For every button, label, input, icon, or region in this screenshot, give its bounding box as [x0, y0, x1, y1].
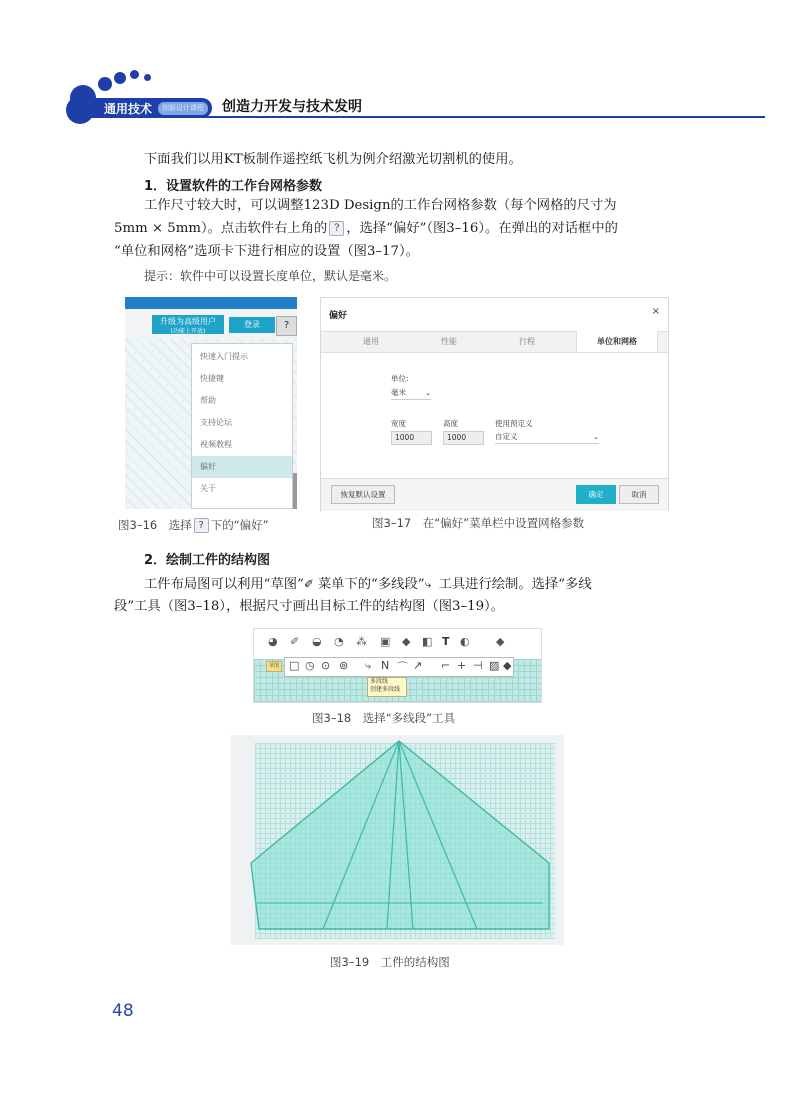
- header-rule: [110, 116, 765, 118]
- measure-icon[interactable]: ◧: [422, 635, 433, 648]
- chevron-down-icon: ⌄: [425, 389, 431, 397]
- section1-para-line2-b: ，选择“偏好”（图3–16）。在弹出的对话框中的: [346, 221, 618, 236]
- polyline-tooltip: [367, 677, 407, 697]
- section1-para-line2-a: 5mm × 5mm）。点击软件右上角的: [114, 221, 328, 236]
- figure-3-18: [253, 628, 542, 703]
- fig16-caption: [118, 517, 269, 533]
- tooltip-line1: 多段线: [370, 678, 389, 685]
- intro-paragraph: 下面我们以用KT板制作遥控纸飞机为例介绍激光切割机的使用。: [144, 152, 522, 167]
- window-titlebar: [125, 297, 297, 309]
- reset-defaults-button[interactable]: 恢复默认设置: [331, 485, 395, 504]
- header-dot-small-4: [144, 74, 151, 81]
- fig18-caption: 图3–18 选择“多线段”工具: [312, 711, 456, 725]
- tab-units-grid[interactable]: 单位和网格: [576, 331, 658, 352]
- preset-select-value: 自定义: [495, 432, 518, 441]
- view-cube-strip: [293, 473, 297, 509]
- arc-icon[interactable]: ⌒: [397, 661, 408, 674]
- width-field[interactable]: 1000: [391, 431, 432, 445]
- section2-para-line1-a: 工件布局图可以利用“草图”: [144, 577, 304, 592]
- menu-item-quickstart[interactable]: 快速入门提示: [200, 352, 248, 361]
- arc3pt-icon[interactable]: ↗: [413, 659, 423, 672]
- ok-button[interactable]: 确定: [576, 485, 616, 504]
- snap-icon[interactable]: ◐: [460, 635, 470, 648]
- rectangle-icon[interactable]: □: [289, 659, 300, 672]
- section2-para-line2: 段”工具（图3–18），根据尺寸画出目标工件的结构图（图3–19）。: [114, 599, 504, 614]
- primitives-icon[interactable]: ◕: [268, 635, 278, 648]
- preset-select[interactable]: [495, 431, 599, 444]
- upgrade-button[interactable]: [152, 315, 224, 334]
- help-icon: ?: [329, 221, 344, 236]
- section2-para-line1-c: 工具进行绘制。选择“多线: [438, 577, 592, 592]
- dialog-tabs: [321, 331, 668, 353]
- cancel-button[interactable]: 取消: [619, 485, 659, 504]
- tab-general[interactable]: 通用: [363, 337, 379, 346]
- height-field[interactable]: 1000: [443, 431, 484, 445]
- workpiece-outline: [251, 741, 549, 929]
- material-icon[interactable]: ◆: [496, 635, 505, 648]
- sketch-menu-icon[interactable]: ✐: [290, 635, 300, 648]
- section2-heading: 2．绘制工件的结构图: [144, 553, 271, 568]
- sketch-icon: ✐: [303, 577, 314, 591]
- menu-item-video[interactable]: 视频教程: [200, 440, 232, 449]
- chevron-down-icon: ⌄: [593, 433, 599, 441]
- fig16-caption-b: 下的“偏好”: [210, 518, 269, 532]
- page-number: 48: [112, 1001, 134, 1021]
- pattern-icon[interactable]: ⁂: [356, 635, 367, 648]
- unit-select-value: 毫米: [391, 388, 406, 397]
- help-menu: [191, 343, 293, 509]
- menu-item-forum[interactable]: 支持论坛: [200, 418, 232, 427]
- menu-item-about[interactable]: 关于: [200, 484, 216, 493]
- upgrade-button-sublabel: (功能上开放): [170, 328, 206, 335]
- sketch-tag: 草图: [266, 661, 282, 672]
- header-series-badge: 创新设计课程: [158, 102, 208, 115]
- section1-tip: 提示：软件中可以设置长度单位，默认是毫米。: [144, 269, 397, 283]
- tab-navigation[interactable]: 行程: [519, 337, 535, 346]
- dialog-title: 偏好: [329, 311, 348, 321]
- combine-icon[interactable]: ◆: [402, 635, 411, 648]
- polygon-icon[interactable]: ⊚: [339, 659, 349, 672]
- workpiece-drawing: [231, 735, 564, 945]
- trim-icon[interactable]: +: [457, 659, 467, 672]
- fig17-caption: 图3–17 在“偏好”菜单栏中设置网格参数: [372, 516, 585, 530]
- polyline-tool-icon[interactable]: ⤷: [365, 659, 372, 672]
- section1-para-line2: [114, 221, 618, 237]
- close-icon[interactable]: ×: [651, 306, 660, 317]
- login-button[interactable]: 登录: [229, 317, 275, 333]
- fillet-icon[interactable]: ⌐: [441, 659, 451, 672]
- section1-para-line3: “单位和网格”选项卡下进行相应的设置（图3–17）。: [114, 244, 419, 259]
- project-icon[interactable]: ◆: [503, 659, 512, 672]
- offset-icon[interactable]: ▨: [489, 659, 500, 672]
- tooltip-line2: 创建多段线: [370, 686, 401, 693]
- construct-icon[interactable]: ◒: [312, 635, 322, 648]
- help-icon: ?: [194, 518, 209, 533]
- modify-icon[interactable]: ◔: [334, 635, 344, 648]
- header-dot-small-2: [114, 72, 126, 84]
- header-title: 创造力开发与技术发明: [222, 99, 362, 115]
- help-button[interactable]: ?: [276, 316, 297, 336]
- section1-para-line1: 工作尺寸较大时，可以调整123D Design的工作台网格参数（每个网格的尺寸为: [144, 198, 617, 213]
- figure-3-16: [125, 297, 297, 509]
- header-series: 通用技术: [104, 102, 153, 116]
- width-label: 宽度: [391, 419, 406, 428]
- height-label: 高度: [443, 419, 458, 428]
- section2-para-line1: [144, 576, 592, 593]
- fig16-caption-a: 图3–16 选择: [118, 518, 192, 532]
- extend-icon[interactable]: ⊣: [473, 659, 483, 672]
- unit-select[interactable]: [391, 387, 431, 400]
- polyline-icon: ⤷: [424, 577, 432, 591]
- figure-3-17: [320, 297, 669, 511]
- menu-item-preferences[interactable]: 偏好: [192, 456, 292, 478]
- spline-icon[interactable]: N: [381, 659, 390, 672]
- figure-3-19: [231, 735, 564, 945]
- section1-heading: 1．设置软件的工作台网格参数: [144, 179, 323, 194]
- tab-performance[interactable]: 性能: [441, 337, 457, 346]
- header-dot-small-3: [130, 70, 139, 79]
- menu-item-help[interactable]: 帮助: [200, 396, 216, 405]
- sketch-submenu: [284, 657, 514, 677]
- header-dot-base: [66, 96, 94, 124]
- preset-label: 使用预定义: [495, 419, 533, 428]
- header-dot-small-1: [98, 77, 112, 91]
- menu-item-shortcuts[interactable]: 快捷键: [200, 374, 224, 383]
- fig19-caption: 图3–19 工件的结构图: [330, 955, 450, 969]
- ellipse-icon[interactable]: ⊙: [321, 659, 331, 672]
- upgrade-button-label: 升级为高级用户: [160, 317, 216, 326]
- group-icon[interactable]: ▣: [380, 635, 391, 648]
- circle-icon[interactable]: ◷: [305, 659, 315, 672]
- text-icon[interactable]: T: [442, 635, 450, 648]
- unit-label: 单位:: [391, 374, 409, 383]
- section2-para-line1-b: 菜单下的“多线段”: [317, 577, 425, 592]
